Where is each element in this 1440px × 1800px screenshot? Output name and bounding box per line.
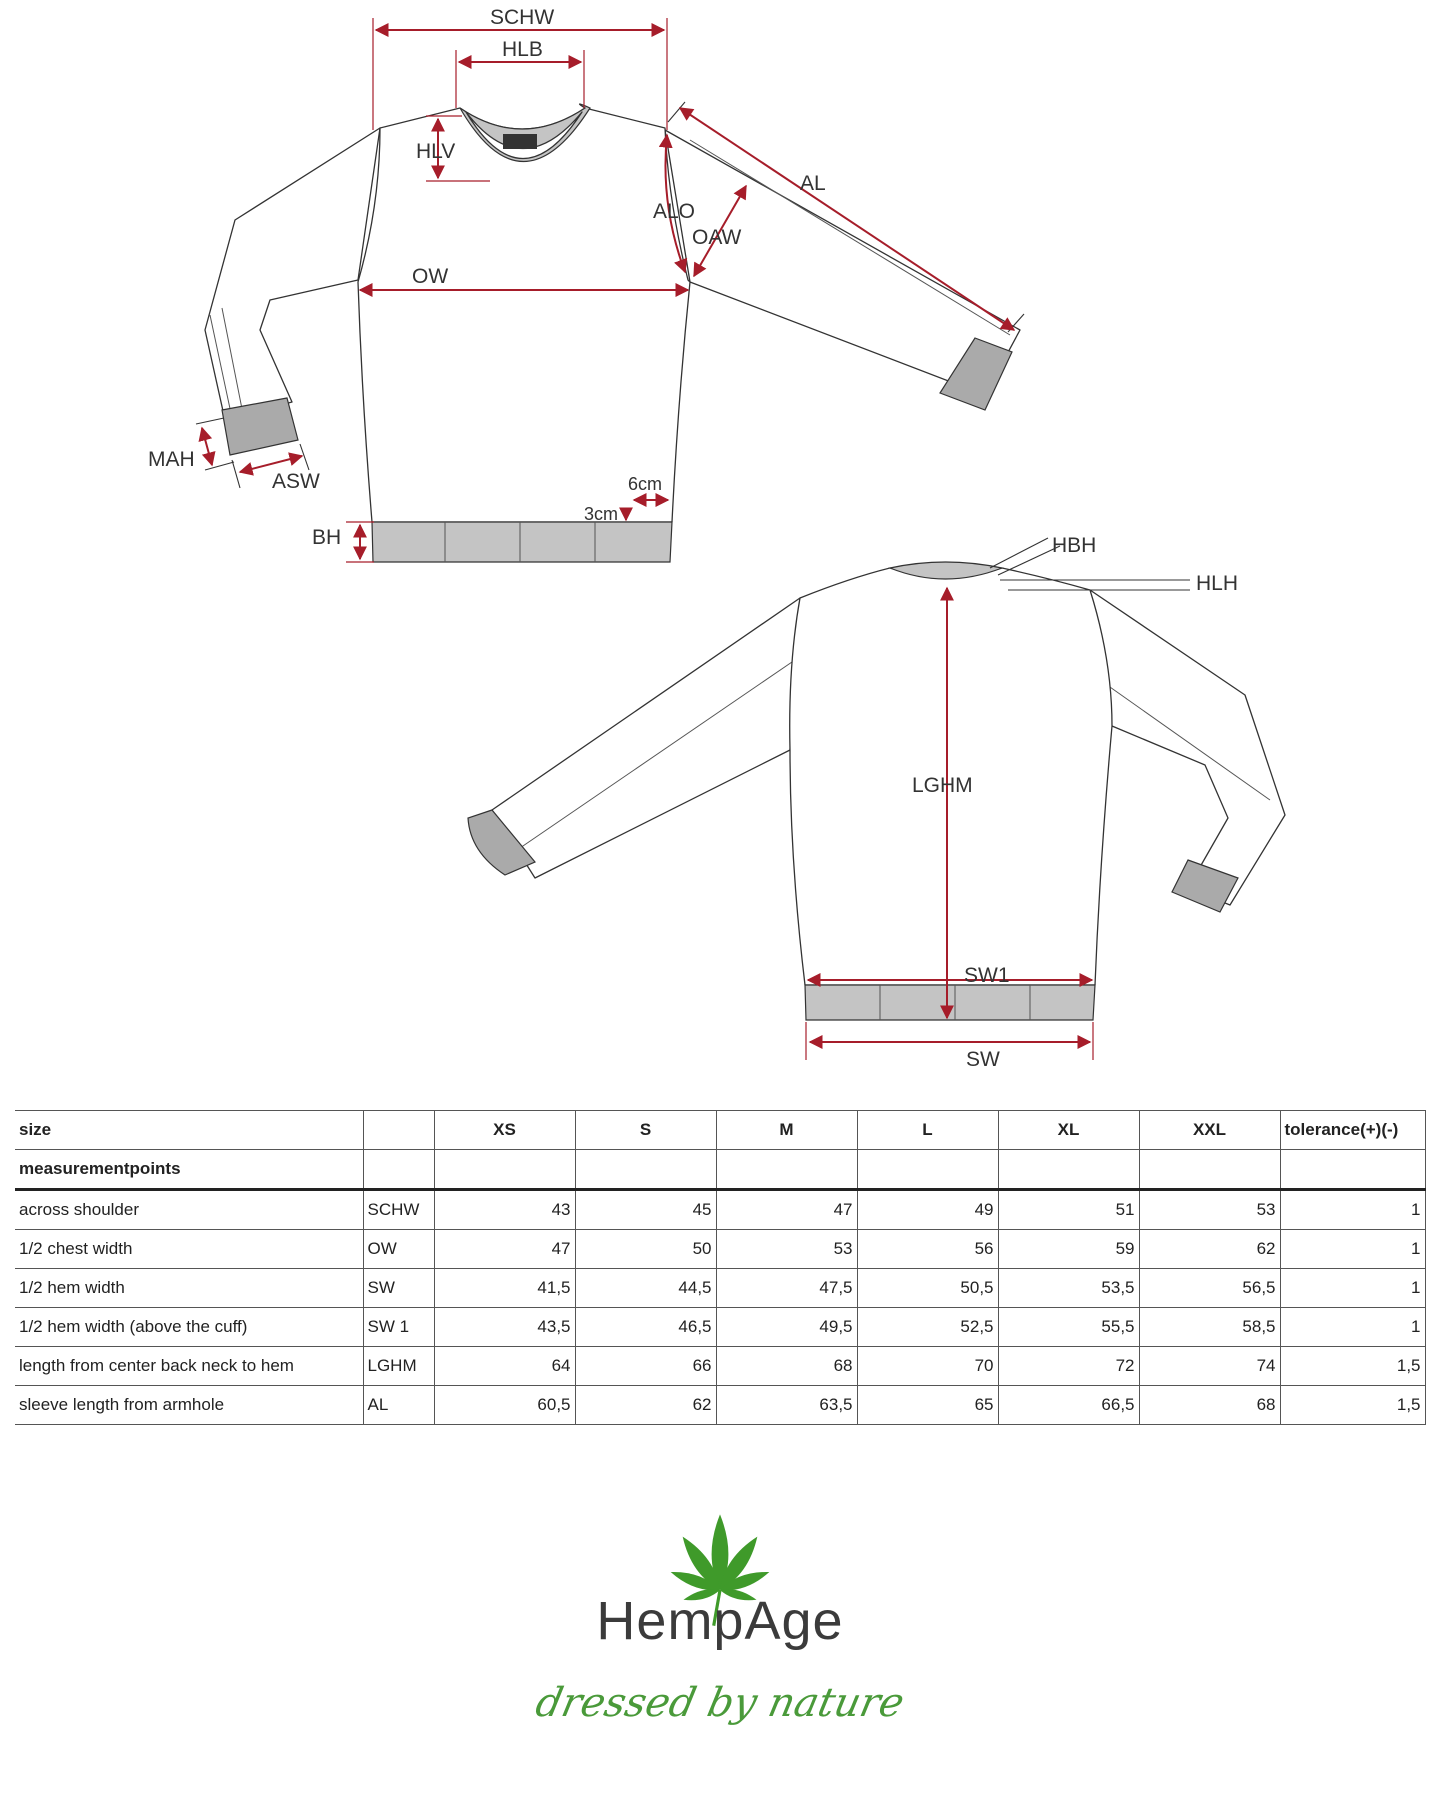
header-code bbox=[363, 1111, 434, 1150]
measurement-name: across shoulder bbox=[15, 1190, 363, 1230]
value-xl: 66,5 bbox=[998, 1386, 1139, 1425]
value-xs: 60,5 bbox=[434, 1386, 575, 1425]
measurement-code: SW bbox=[363, 1269, 434, 1308]
value-xxl: 58,5 bbox=[1139, 1308, 1280, 1347]
label-hlb: HLB bbox=[502, 38, 543, 61]
measurement-code: AL bbox=[363, 1386, 434, 1425]
front-view bbox=[148, 6, 1024, 562]
value-xl: 72 bbox=[998, 1347, 1139, 1386]
table-row bbox=[15, 1230, 1425, 1269]
measurement-name: 1/2 hem width (above the cuff) bbox=[15, 1308, 363, 1347]
label-asw: ASW bbox=[272, 470, 320, 493]
value-m: 63,5 bbox=[716, 1386, 857, 1425]
measurement-code: OW bbox=[363, 1230, 434, 1269]
header-size-s: S bbox=[575, 1111, 716, 1150]
value-xs: 41,5 bbox=[434, 1269, 575, 1308]
tolerance-value: 1,5 bbox=[1280, 1347, 1425, 1386]
value-s: 46,5 bbox=[575, 1308, 716, 1347]
label-sw: SW bbox=[966, 1048, 1000, 1071]
value-l: 70 bbox=[857, 1347, 998, 1386]
value-s: 66 bbox=[575, 1347, 716, 1386]
value-s: 45 bbox=[575, 1190, 716, 1230]
value-l: 49 bbox=[857, 1190, 998, 1230]
table-row bbox=[15, 1347, 1425, 1386]
label-hbh: HBH bbox=[1052, 534, 1097, 557]
value-xs: 43 bbox=[434, 1190, 575, 1230]
table-row bbox=[15, 1308, 1425, 1347]
value-l: 56 bbox=[857, 1230, 998, 1269]
header-size-xxl: XXL bbox=[1139, 1111, 1280, 1150]
value-xs: 47 bbox=[434, 1230, 575, 1269]
header-size-xs: XS bbox=[434, 1111, 575, 1150]
label-oaw: OAW bbox=[692, 226, 742, 249]
label-al: AL bbox=[800, 172, 826, 195]
header-size-xl: XL bbox=[998, 1111, 1139, 1150]
value-xl: 51 bbox=[998, 1190, 1139, 1230]
size-rows bbox=[15, 1190, 1425, 1425]
value-xl: 59 bbox=[998, 1230, 1139, 1269]
label-6cm: 6cm bbox=[628, 474, 663, 494]
table-section-row bbox=[15, 1150, 1425, 1190]
measurement-name: 1/2 hem width bbox=[15, 1269, 363, 1308]
measurement-name: sleeve length from armhole bbox=[15, 1386, 363, 1425]
value-m: 49,5 bbox=[716, 1308, 857, 1347]
table-row bbox=[15, 1386, 1425, 1425]
back-hem-rib bbox=[805, 985, 1095, 1020]
front-hem-rib bbox=[372, 522, 672, 562]
tolerance-value: 1,5 bbox=[1280, 1386, 1425, 1425]
value-xxl: 56,5 bbox=[1139, 1269, 1280, 1308]
value-xxl: 74 bbox=[1139, 1347, 1280, 1386]
label-hlh: HLH bbox=[1196, 572, 1239, 595]
value-s: 44,5 bbox=[575, 1269, 716, 1308]
value-xl: 53,5 bbox=[998, 1269, 1139, 1308]
measurement-code: LGHM bbox=[363, 1347, 434, 1386]
value-s: 50 bbox=[575, 1230, 716, 1269]
front-body bbox=[358, 108, 690, 522]
label-3cm: 3cm bbox=[584, 504, 619, 524]
value-s: 62 bbox=[575, 1386, 716, 1425]
tolerance-value: 1 bbox=[1280, 1230, 1425, 1269]
value-m: 47,5 bbox=[716, 1269, 857, 1308]
back-right-sleeve bbox=[1090, 590, 1285, 905]
header-tolerance: tolerance(+)(-) bbox=[1280, 1111, 1425, 1150]
value-m: 53 bbox=[716, 1230, 857, 1269]
tolerance-value: 1 bbox=[1280, 1308, 1425, 1347]
table-row bbox=[15, 1269, 1425, 1308]
measurement-name: length from center back neck to hem bbox=[15, 1347, 363, 1386]
header-size-label: size bbox=[15, 1111, 363, 1150]
label-ow: OW bbox=[412, 265, 449, 288]
table-row bbox=[15, 1190, 1425, 1230]
value-xxl: 62 bbox=[1139, 1230, 1280, 1269]
measurement-code: SCHW bbox=[363, 1190, 434, 1230]
tolerance-value: 1 bbox=[1280, 1190, 1425, 1230]
value-m: 47 bbox=[716, 1190, 857, 1230]
section-label: measurementpoints bbox=[15, 1150, 363, 1190]
label-alo: ALO bbox=[653, 200, 696, 223]
size-table bbox=[15, 1110, 1426, 1425]
label-mah: MAH bbox=[148, 448, 195, 471]
table-header-row bbox=[15, 1111, 1425, 1150]
value-xxl: 68 bbox=[1139, 1386, 1280, 1425]
label-lghm: LGHM bbox=[912, 774, 973, 797]
front-left-sleeve bbox=[205, 128, 380, 420]
value-l: 52,5 bbox=[857, 1308, 998, 1347]
measurement-code: SW 1 bbox=[363, 1308, 434, 1347]
value-xs: 43,5 bbox=[434, 1308, 575, 1347]
tolerance-value: 1 bbox=[1280, 1269, 1425, 1308]
value-xs: 64 bbox=[434, 1347, 575, 1386]
label-schw: SCHW bbox=[490, 6, 555, 29]
value-m: 68 bbox=[716, 1347, 857, 1386]
header-size-l: L bbox=[857, 1111, 998, 1150]
value-l: 65 bbox=[857, 1386, 998, 1425]
value-xl: 55,5 bbox=[998, 1308, 1139, 1347]
back-view bbox=[468, 534, 1285, 1071]
neck-label bbox=[503, 134, 537, 149]
measurement-name: 1/2 chest width bbox=[15, 1230, 363, 1269]
label-bh: BH bbox=[312, 526, 342, 549]
label-hlv: HLV bbox=[416, 140, 456, 163]
value-xxl: 53 bbox=[1139, 1190, 1280, 1230]
brand-tagline: dressed by nature bbox=[531, 1680, 909, 1726]
header-size-m: M bbox=[716, 1111, 857, 1150]
value-l: 50,5 bbox=[857, 1269, 998, 1308]
brand-name: HempAge bbox=[596, 1591, 844, 1651]
label-sw1: SW1 bbox=[964, 964, 1010, 987]
